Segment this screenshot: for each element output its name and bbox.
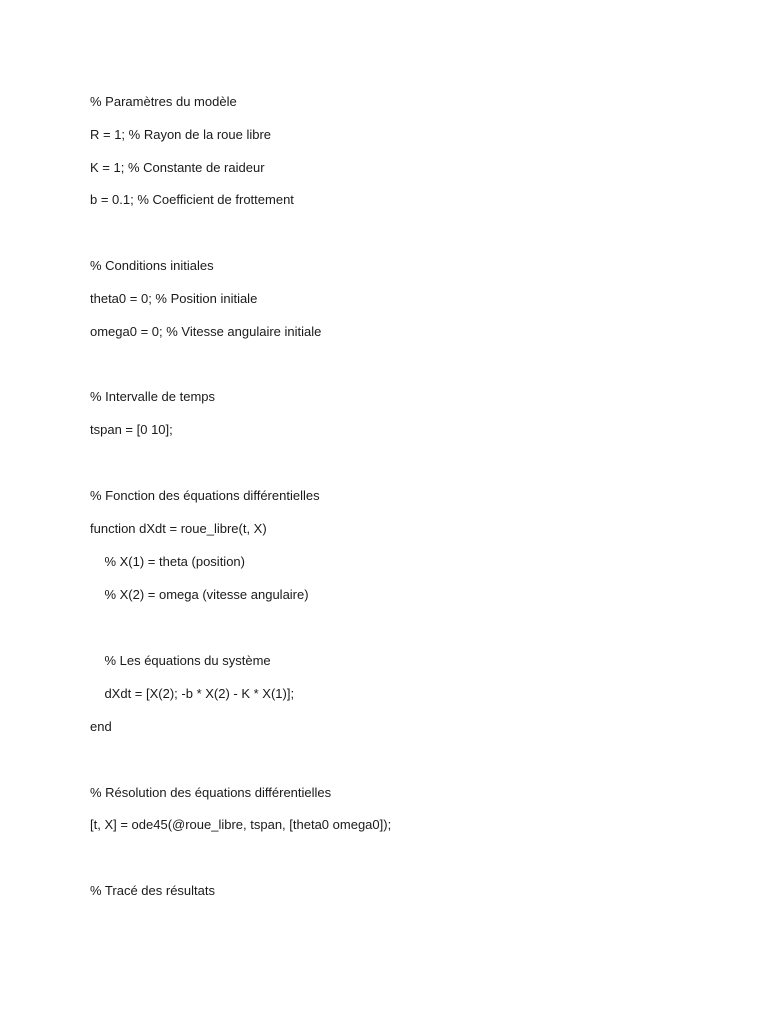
code-line: tspan = [0 10]; bbox=[90, 422, 173, 437]
code-line: b = 0.1; % Coefficient de frottement bbox=[90, 192, 294, 207]
code-line: % X(2) = omega (vitesse angulaire) bbox=[90, 587, 309, 602]
code-line: dXdt = [X(2); -b * X(2) - K * X(1)]; bbox=[90, 686, 295, 701]
code-line: omega0 = 0; % Vitesse angulaire initiale bbox=[90, 324, 322, 339]
code-line: R = 1; % Rayon de la roue libre bbox=[90, 127, 272, 142]
code-line: % X(1) = theta (position) bbox=[90, 554, 245, 569]
code-line: % Intervalle de temps bbox=[90, 389, 216, 404]
code-line: theta0 = 0; % Position initiale bbox=[90, 291, 258, 306]
code-line: K = 1; % Constante de raideur bbox=[90, 160, 265, 175]
code-line: % Les équations du système bbox=[90, 653, 271, 668]
code-line: % Conditions initiales bbox=[90, 258, 214, 273]
code-line: % Tracé des résultats bbox=[90, 883, 215, 898]
code-line: [t, X] = ode45(@roue_libre, tspan, [theta0 omega0]); bbox=[90, 817, 392, 832]
code-line: % Fonction des équations différentielles bbox=[90, 488, 320, 503]
code-line: % Paramètres du modèle bbox=[90, 94, 237, 109]
code-line: % Résolution des équations différentielles bbox=[90, 785, 332, 800]
code-line: function dXdt = roue_libre(t, X) bbox=[90, 521, 267, 536]
code-line: end bbox=[90, 719, 112, 734]
